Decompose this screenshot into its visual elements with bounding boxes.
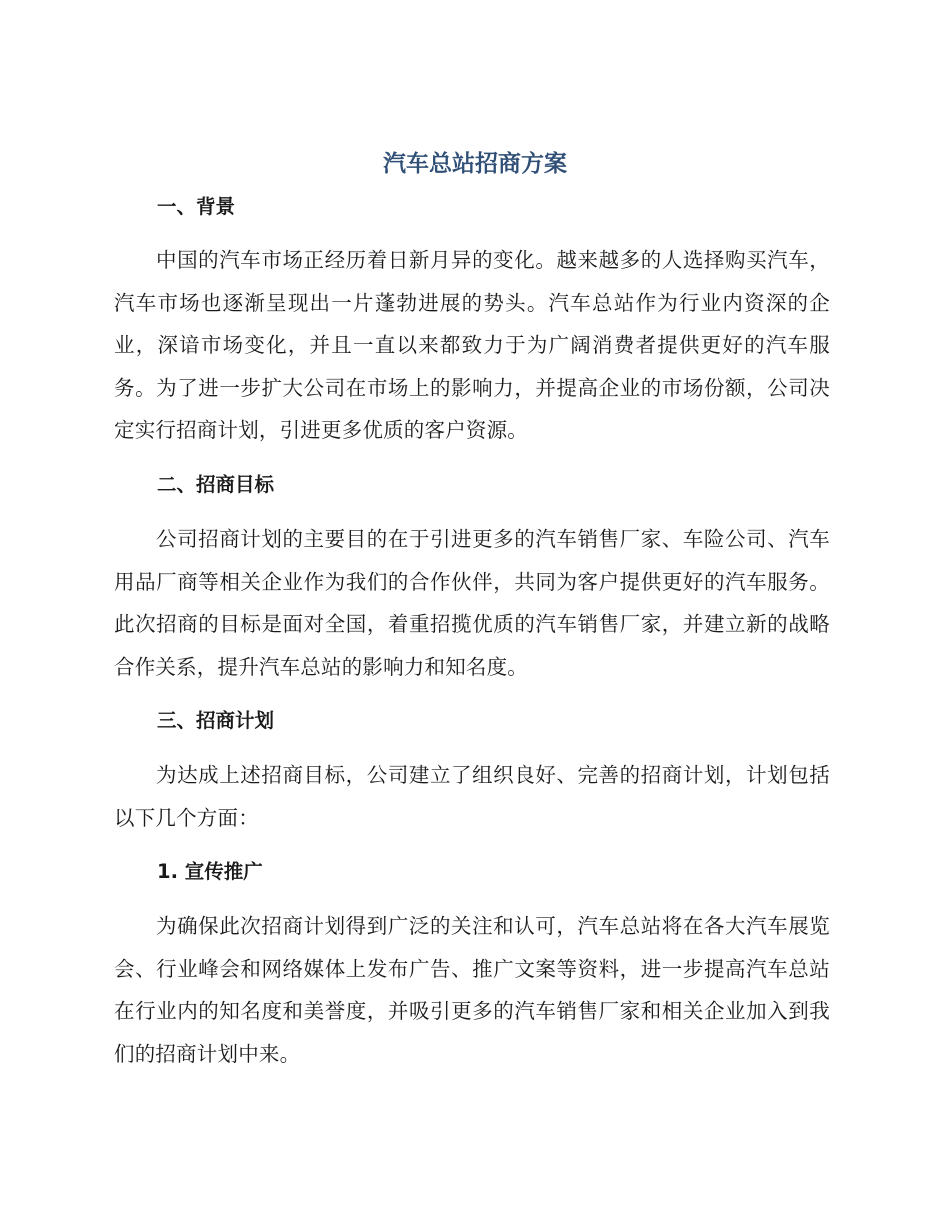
document-title: 汽车总站招商方案	[383, 151, 567, 177]
section-heading-background: 一、背景	[157, 195, 236, 218]
subsection-paragraph-promotion: 为确保此次招商计划得到广泛的关注和认可，汽车总站将在各大汽车展览会、行业峰会和网络媒体上发布广告、推广文案等资料，进一步提高汽车总站在行业内的知名度和美誉度，并吸引更多的汽车销售厂家和相关企业加入到我们的招商计划中来。	[114, 914, 830, 1066]
section-paragraph-goals: 公司招商计划的主要目的在于引进更多的汽车销售厂家、车险公司、汽车用品厂商等相关企业作为我们的合作伙伴，共同为客户提供更好的汽车服务。此次招商的目标是面对全国，着重招揽优质的汽车销售厂家，并建立新的战略合作关系，提升汽车总站的影响力和知名度。	[114, 527, 830, 679]
section-paragraph-plan: 为达成上述招商目标，公司建立了组织良好、完善的招商计划，计划包括以下几个方面：	[114, 763, 830, 830]
section-heading-plan: 三、招商计划	[157, 709, 275, 732]
subsection-heading-promotion: 1. 宣传推广	[157, 860, 263, 883]
section-heading-goals: 二、招商目标	[157, 473, 275, 496]
section-paragraph-background: 中国的汽车市场正经历着日新月异的变化。越来越多的人选择购买汽车，汽车市场也逐渐呈现出一片蓬勃进展的势头。汽车总站作为行业内资深的企业，深谙市场变化，并且一直以来都致力于为广阔消费者提供更好的汽车服务。为了进一步扩大公司在市场上的影响力，并提高企业的市场份额，公司决定实行招商计划，引进更多优质的客户资源。	[114, 248, 830, 442]
